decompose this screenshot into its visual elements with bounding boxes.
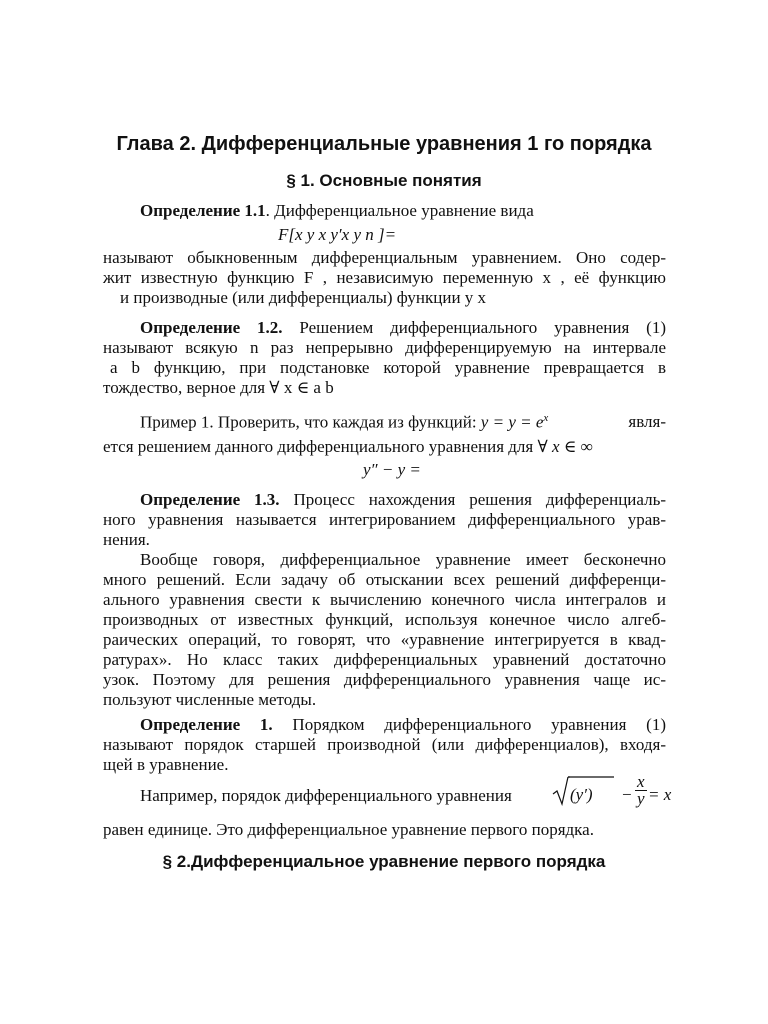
definition-text: . Дифференциальное уравнение вида [265, 201, 534, 220]
definition-text: Процесс нахождения решения дифференциаль- [279, 490, 666, 509]
example-text: ется решением данного дифференциального уравнения для [103, 437, 534, 456]
definition-1-line: называют порядок старшей производной (или дифференциалов), входя- [103, 735, 666, 754]
definition-1-first-line [140, 715, 666, 735]
paragraph-line: Вообще говоря, дифференциальное уравнение имеет бесконечно [140, 550, 666, 569]
definition-1-1-line: жит известную функцию F , независимую переменную x , её функцию [103, 268, 666, 287]
definition-1-1-line: и производные (или дифференциалы) функции y x [120, 288, 487, 307]
definition-1-3-line: нения. [103, 530, 150, 549]
example-2-text: Например, порядок дифференциального уравнения [140, 786, 512, 805]
fraction-denominator: y [637, 789, 645, 808]
example-1-line [140, 412, 666, 433]
paragraph-line: ратурах». Но класс таких дифференциальных уравнений достаточно [103, 650, 666, 669]
definition-1-1-line: называют обыкновенным дифференциальным уравнением. Оно содер- [103, 248, 666, 267]
definition-1-1-formula: F[x y x y′x y n ]= [278, 225, 397, 244]
fraction-numerator: x [637, 772, 645, 791]
definition-text: Решением дифференциального уравнения (1) [282, 318, 666, 337]
definition-text: Порядком дифференциального уравнения (1) [272, 715, 666, 734]
sqrt-sign-icon [552, 776, 570, 806]
definition-label: Определение 1. [140, 715, 273, 734]
definition-1-2-line: a b функцию, при подстановке которой уравнение превращается в [110, 358, 666, 377]
paragraph-line: узок. Поэтому для решения дифференциального уравнения чаще ис- [103, 670, 666, 689]
definition-1-2-line: называют всякую n раз непрерывно дифференцируемую на интервале [103, 338, 666, 357]
definition-label: Определение 1.3. [140, 490, 280, 509]
chapter-title: Глава 2. Дифференциальные уравнения 1 го порядка [116, 133, 652, 155]
definition-1-2-first-line [140, 318, 666, 338]
paragraph-line: раических операций, то говорят, что «уравнение интегрируется в квад- [103, 630, 666, 649]
minus-sign: − [622, 785, 632, 804]
example-text: Пример 1. Проверить, что каждая из функций: [140, 412, 477, 432]
example-1-formula: y″ − y = [363, 460, 421, 479]
section-title: § 2.Дифференциальное уравнение первого порядка [162, 852, 606, 871]
example-math: y = y = e [480, 412, 544, 432]
paragraph-line: ального уравнения свести к вычислению конечного числа интегралов и [103, 590, 666, 609]
paragraph-line: много решений. Если задачу об отыскании всех решений дифференци- [103, 570, 666, 589]
example-1-line [103, 437, 593, 457]
fraction [635, 774, 647, 807]
sqrt-bar [567, 776, 637, 780]
definition-1-3-first-line [140, 490, 666, 510]
section-title: § 1. Основные понятия [286, 171, 482, 190]
paragraph-line: производных от известных функций, используя конечное число алгеб- [103, 610, 666, 629]
definition-1-2-line: тождество, верное для ∀ x ∈ a b [103, 378, 334, 397]
definition-1-3-line: ного уравнения называется интегрированием дифференциального урав- [103, 510, 666, 529]
paragraph-line: пользуют численные методы. [103, 690, 317, 709]
example-math: ∀ x ∈ ∞ [537, 437, 593, 456]
definition-1-line: щей в уравнение. [103, 755, 229, 774]
example-2-conclusion: равен единице. Это дифференциальное уравнение первого порядка. [103, 820, 594, 839]
example-math-sup: x [543, 412, 549, 424]
definition-label: Определение 1.2. [140, 318, 283, 337]
sqrt-content: (y′) [570, 785, 593, 804]
definition-1-1-intro [140, 201, 534, 221]
definition-label: Определение 1.1 [140, 201, 266, 220]
example-text-end: явля- [628, 412, 666, 431]
formula-rhs: = x [648, 785, 672, 804]
